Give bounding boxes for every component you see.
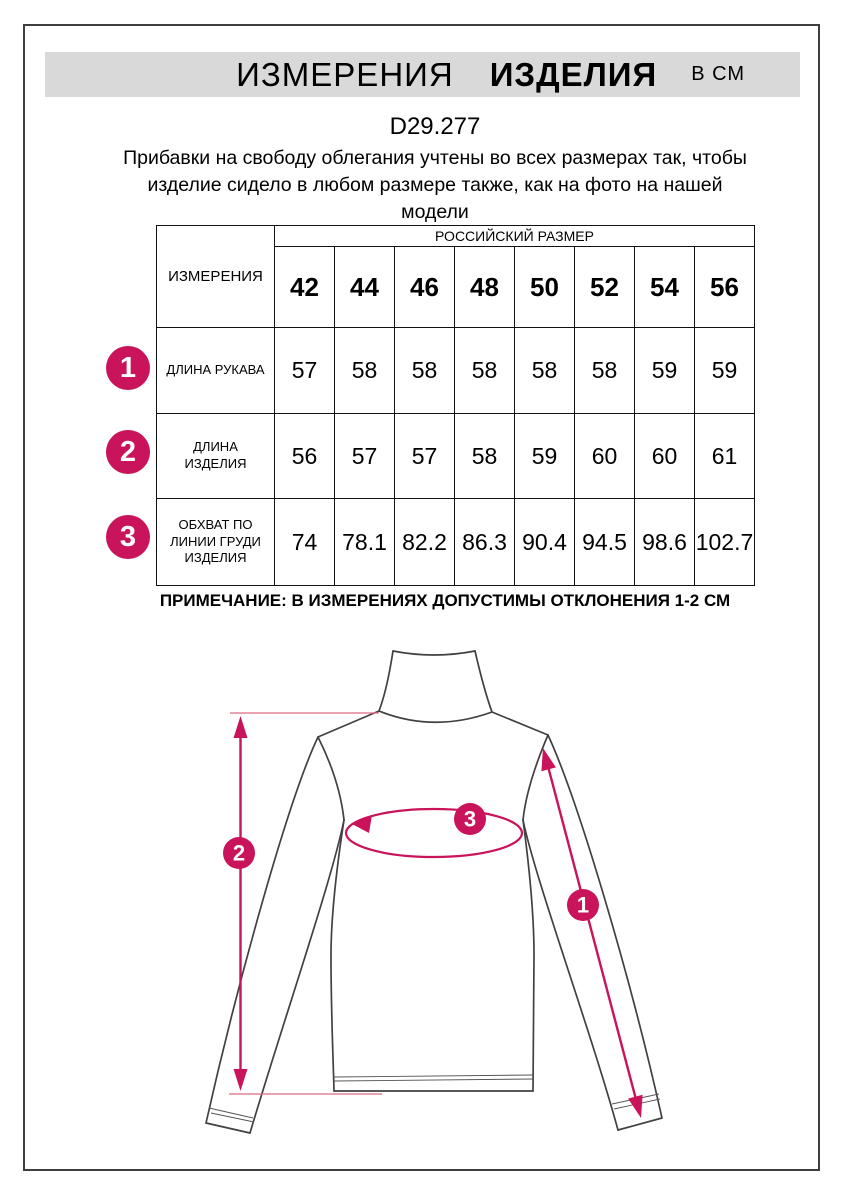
measurement-value-cell: 102.7: [695, 499, 755, 586]
measurement-value-cell: 57: [275, 328, 335, 414]
diagram-badge-garment-length: [223, 837, 255, 869]
size-column-42: 42: [275, 247, 335, 328]
measurement-value-cell: 59: [695, 328, 755, 414]
measurement-value-cell: 82.2: [395, 499, 455, 586]
row-label-chest-girth: ОБХВАТ ПО ЛИНИИ ГРУДИ ИЗДЕЛИЯ: [170, 516, 261, 566]
measurement-value-cell: 58: [455, 414, 515, 499]
diagram-badge-chest-girth: [454, 803, 486, 835]
measurement-value-cell: 98.6: [635, 499, 695, 586]
row-number-badge-1: 1: [106, 346, 150, 390]
measurement-value-cell: 59: [515, 414, 575, 499]
svg-text:3: 3: [463, 806, 477, 832]
measurement-value-cell: 58: [575, 328, 635, 414]
svg-text:2: 2: [232, 840, 246, 866]
page-title-emphasis: ИЗДЕЛИЯ: [489, 55, 658, 93]
measurement-value-cell: 90.4: [515, 499, 575, 586]
russian-size-group-header: РОССИЙСКИЙ РАЗМЕР: [275, 226, 755, 247]
size-column-54: 54: [635, 247, 695, 328]
measurement-value-cell: 57: [335, 414, 395, 499]
measurement-value-cell: 86.3: [455, 499, 515, 586]
measurement-value-cell: 74: [275, 499, 335, 586]
size-column-44: 44: [335, 247, 395, 328]
size-column-56: 56: [695, 247, 755, 328]
measurement-value-cell: 56: [275, 414, 335, 499]
measurement-value-cell: 58: [455, 328, 515, 414]
table-row-garment-length: [157, 414, 755, 499]
ribbing-lines: [209, 1075, 660, 1122]
size-column-48: 48: [455, 247, 515, 328]
fit-description-line-3: модели: [401, 201, 469, 223]
measurement-value-cell: 78.1: [335, 499, 395, 586]
measurement-value-cell: 58: [395, 328, 455, 414]
measurement-value-cell: 59: [635, 328, 695, 414]
measurements-column-header: ИЗМЕРЕНИЯ: [157, 226, 275, 328]
size-column-46: 46: [395, 247, 455, 328]
measurement-value-cell: 57: [395, 414, 455, 499]
measurement-value-cell: 60: [635, 414, 695, 499]
title-units-label: В СМ: [691, 63, 745, 85]
garment-length-arrow: [234, 716, 248, 1091]
row-number-badge-2: 2: [106, 430, 150, 474]
measurements-table: [156, 225, 755, 586]
row-number-badge-3: 3: [106, 515, 150, 559]
sweater-outline: [206, 651, 662, 1133]
table-row-chest-girth: [157, 499, 755, 586]
product-code: D29.277: [389, 113, 481, 140]
measurement-value-cell: 58: [515, 328, 575, 414]
garment-technical-drawing: [0, 630, 845, 1190]
fit-description: [35, 145, 835, 226]
row-label-garment-length: ДЛИНА ИЗДЕЛИЯ: [184, 439, 247, 471]
svg-text:1: 1: [576, 892, 590, 918]
title-band: [45, 52, 800, 97]
chest-girth-ellipse: [346, 806, 522, 857]
measurement-value-cell: 94.5: [575, 499, 635, 586]
measurement-value-cell: 60: [575, 414, 635, 499]
fit-description-line-1: Прибавки на свободу облегания учтены во всех размерах так, чтобы: [123, 147, 747, 169]
page-title: ИЗМЕРЕНИЯ: [236, 55, 454, 93]
measurement-value-cell: 58: [335, 328, 395, 414]
tolerance-note: ПРИМЕЧАНИЕ: В ИЗМЕРЕНИЯХ ДОПУСТИМЫ ОТКЛОНЕНИЯ 1-2 СМ: [159, 591, 731, 610]
size-column-50: 50: [515, 247, 575, 328]
fit-description-line-2: изделие сидело в любом размере также, как на фото на нашей: [147, 174, 723, 196]
size-column-52: 52: [575, 247, 635, 328]
diagram-badge-sleeve-length: [567, 889, 599, 921]
table-row-sleeve-length: [157, 328, 755, 414]
row-label-sleeve-length: ДЛИНА РУКАВА: [166, 362, 265, 378]
measurement-value-cell: 61: [695, 414, 755, 499]
reference-lines: [229, 713, 382, 1094]
